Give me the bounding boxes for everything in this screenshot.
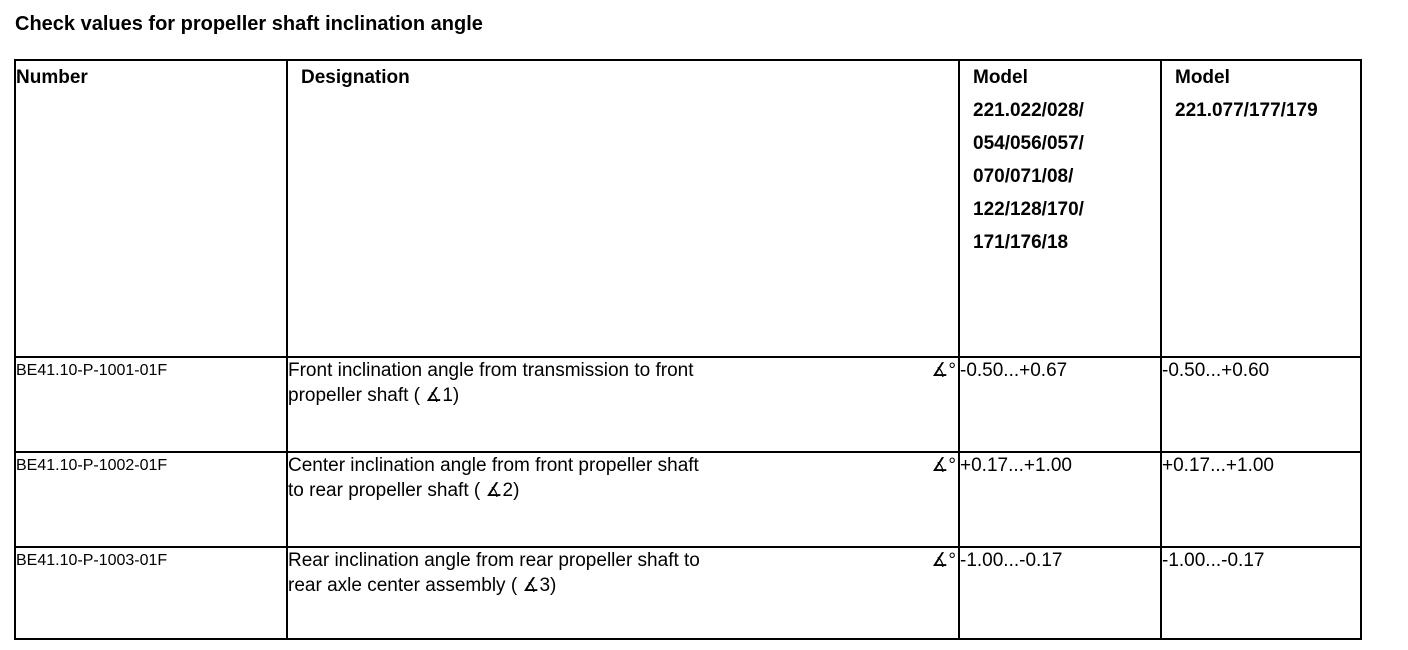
header-model-a-line: 070/071/08/: [973, 166, 1074, 187]
table-header-row: [15, 60, 1361, 357]
row-value-model-b: -0.50...+0.60: [1161, 357, 1361, 452]
header-model-b: [1161, 60, 1361, 357]
row-value-model-b: +0.17...+1.00: [1161, 452, 1361, 547]
designation-line: Front inclination angle from transmission to front: [288, 360, 694, 381]
angle-unit-icon: ∡°: [931, 550, 956, 571]
page-title: Check values for propeller shaft inclination angle: [15, 13, 483, 35]
check-values-table: [14, 59, 1362, 640]
header-model-b-label: Model: [1175, 67, 1230, 88]
row-value-model-a: -1.00...-0.17: [959, 547, 1161, 639]
row-number: BE41.10-P-1001-01F: [15, 357, 287, 452]
row-designation: [287, 547, 959, 639]
table-row: [15, 547, 1361, 639]
angle-unit-icon: ∡°: [931, 360, 956, 381]
row-number: BE41.10-P-1002-01F: [15, 452, 287, 547]
header-model-a-line: 221.022/028/: [973, 100, 1084, 121]
row-designation: [287, 452, 959, 547]
header-model-a-label: Model: [973, 67, 1028, 88]
header-model-a-line: 171/176/18: [973, 232, 1069, 253]
designation-line: rear axle center assembly ( ∡3): [288, 575, 557, 596]
designation-line: propeller shaft ( ∡1): [288, 385, 460, 406]
row-value-model-a: -0.50...+0.67: [959, 357, 1161, 452]
row-value-model-b: -1.00...-0.17: [1161, 547, 1361, 639]
header-designation: Designation: [287, 60, 959, 357]
row-designation: [287, 357, 959, 452]
header-model-a: [959, 60, 1161, 357]
designation-line: to rear propeller shaft ( ∡2): [288, 480, 520, 501]
angle-unit-icon: ∡°: [931, 455, 956, 476]
row-number: BE41.10-P-1003-01F: [15, 547, 287, 639]
header-model-a-line: 054/056/057/: [973, 133, 1084, 154]
row-value-model-a: +0.17...+1.00: [959, 452, 1161, 547]
header-model-b-line: 221.077/177/179: [1175, 100, 1318, 121]
designation-line: Rear inclination angle from rear propeller shaft to: [288, 550, 700, 571]
table-row: [15, 452, 1361, 547]
header-model-a-line: 122/128/170/: [973, 199, 1084, 220]
table-row: [15, 357, 1361, 452]
header-number: Number: [15, 60, 287, 357]
designation-line: Center inclination angle from front propeller shaft: [288, 455, 699, 476]
